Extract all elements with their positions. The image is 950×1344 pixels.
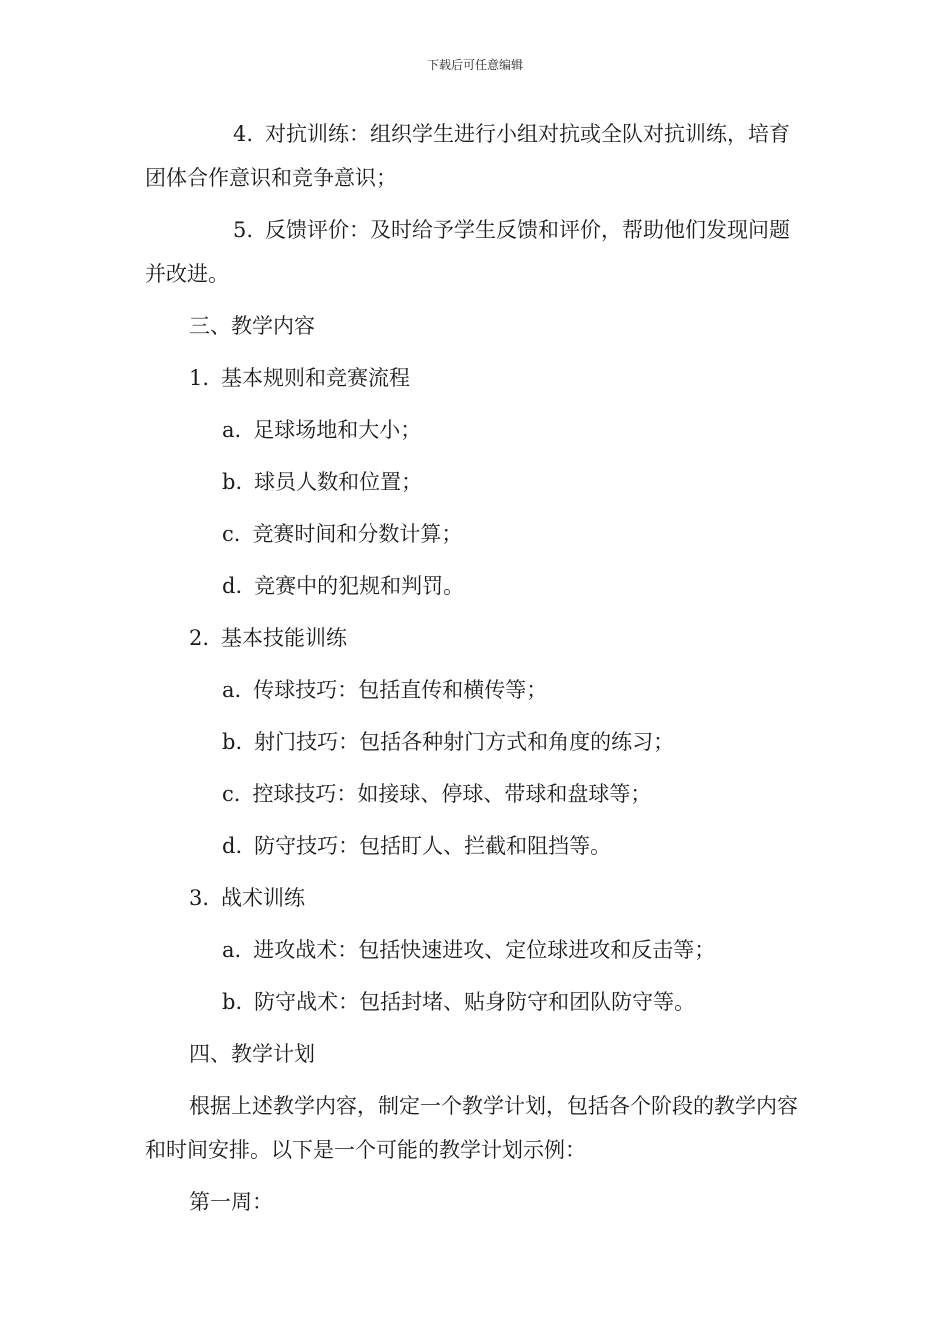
sub-item-text: 足球场地和大小； xyxy=(253,418,422,442)
sub-item-text: 球员人数和位置； xyxy=(254,470,423,494)
sub-item-text: 进攻战术：包括快速进攻、定位球进攻和反击等； xyxy=(253,938,716,962)
sub-item-text: 防守战术：包括封堵、贴身防守和团队防守等。 xyxy=(254,990,696,1014)
page-header: 下载后可任意编辑 xyxy=(426,58,523,72)
section-heading-3: 三、教学内容 xyxy=(189,314,315,338)
item-text: 对抗训练：组织学生进行小组对抗或全队对抗训练，培育团体合作意识和竞争意识； xyxy=(145,122,791,190)
sub-item-letter: d. xyxy=(222,574,243,598)
sub-list-item xyxy=(145,720,810,764)
sub-list-item xyxy=(145,772,810,816)
item-text: 反馈评价：及时给予学生反馈和评价，帮助他们发现问题并改进。 xyxy=(145,218,791,286)
sub-item-letter: b. xyxy=(222,470,243,494)
item-number: 1. xyxy=(189,366,210,390)
sub-item-letter: b. xyxy=(222,990,243,1014)
sub-list-item xyxy=(145,668,810,712)
sub-list-item xyxy=(145,980,810,1024)
sub-list-item xyxy=(145,512,810,556)
sub-item-letter: a. xyxy=(222,678,242,702)
sub-item-text: 传球技巧：包括直传和横传等； xyxy=(253,678,548,702)
plan-paragraph: 根据上述教学内容，制定一个教学计划，包括各个阶段的教学内容和时间安排。以下是一个可能的教学计划示例： xyxy=(145,1094,798,1162)
list-item-heading xyxy=(145,356,810,400)
section-heading-4: 四、教学计划 xyxy=(189,1042,315,1066)
sub-item-text: 防守技巧：包括盯人、拦截和阻挡等。 xyxy=(254,834,612,858)
sub-item-text: 射门技巧：包括各种射门方式和角度的练习； xyxy=(254,730,675,754)
sub-item-text: 竞赛时间和分数计算； xyxy=(252,522,463,546)
paragraph-item-4 xyxy=(145,112,810,200)
list-item-heading xyxy=(145,616,810,660)
sub-item-letter: d. xyxy=(222,834,243,858)
week-one-label: 第一周： xyxy=(189,1190,273,1214)
list-item-heading xyxy=(145,876,810,920)
sub-item-letter: a. xyxy=(222,938,242,962)
item-number: 2. xyxy=(189,626,210,650)
sub-item-letter: c. xyxy=(222,782,241,806)
item-number: 5. xyxy=(233,218,254,242)
paragraph-item-5 xyxy=(145,208,810,296)
item-number: 3. xyxy=(189,886,210,910)
sub-item-letter: c. xyxy=(222,522,241,546)
item-title: 基本技能训练 xyxy=(221,626,348,650)
item-title: 基本规则和竞赛流程 xyxy=(221,366,411,390)
sub-item-letter: b. xyxy=(222,730,243,754)
sub-list-item xyxy=(145,928,810,972)
item-title: 战术训练 xyxy=(221,886,306,910)
sub-list-item xyxy=(145,564,810,608)
item-number: 4. xyxy=(233,122,254,146)
sub-list-item xyxy=(145,408,810,452)
sub-list-item xyxy=(145,460,810,504)
sub-item-text: 控球技巧：如接球、停球、带球和盘球等； xyxy=(252,782,652,806)
sub-list-item xyxy=(145,824,810,868)
sub-item-letter: a. xyxy=(222,418,242,442)
document-body xyxy=(145,112,810,1232)
sub-item-text: 竞赛中的犯规和判罚。 xyxy=(254,574,465,598)
